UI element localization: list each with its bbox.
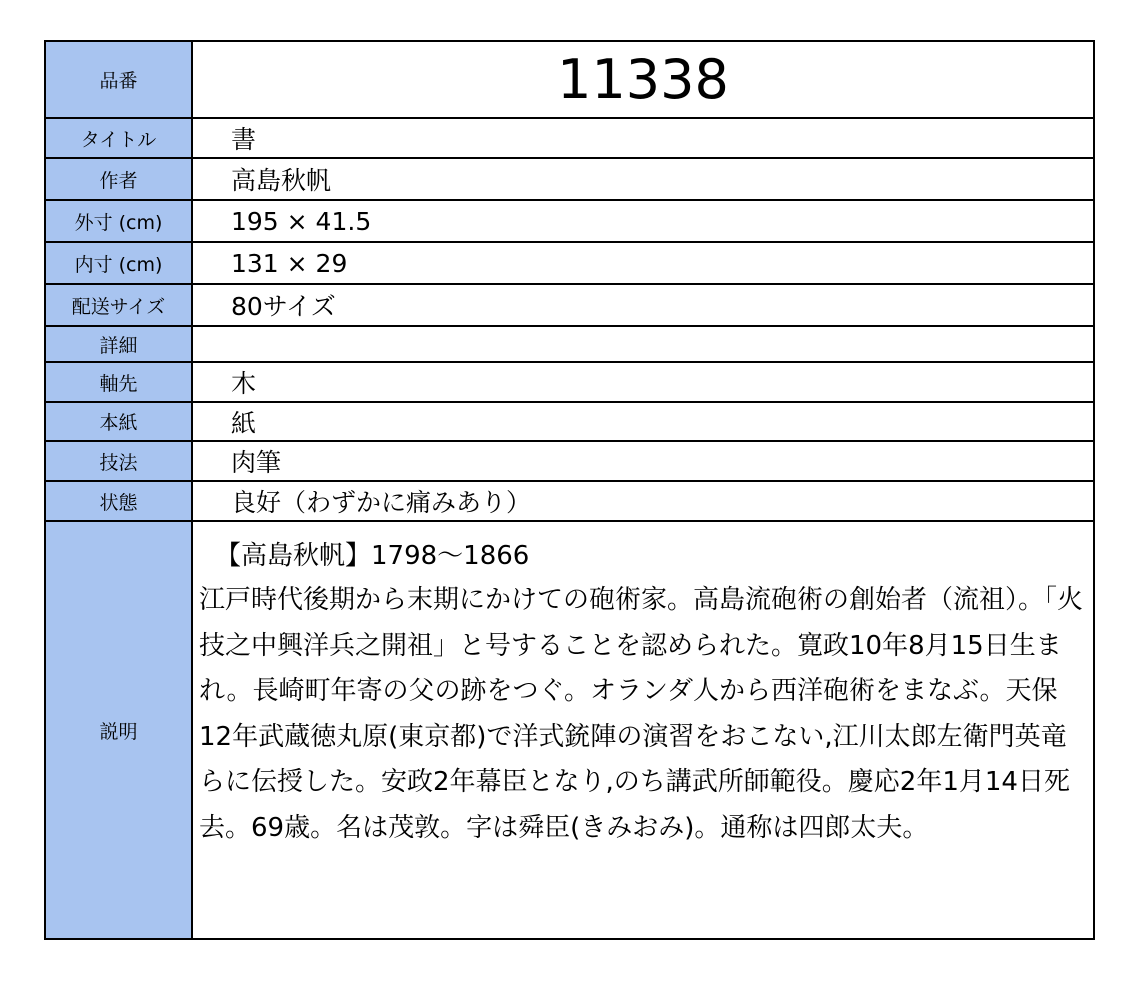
title-label: タイトル bbox=[46, 119, 193, 157]
row-main-paper bbox=[46, 403, 1093, 442]
details-value bbox=[193, 327, 1093, 361]
row-roller-ends bbox=[46, 363, 1093, 403]
row-description bbox=[46, 522, 1093, 938]
title-value: 書 bbox=[231, 125, 257, 154]
details-label: 詳細 bbox=[46, 327, 193, 361]
description-body: 江戸時代後期から末期にかけての砲術家。高島流砲術の創始者（流祖）。「火技之中興洋兵之開祖」と号することを認められた。寛政10年8月15日生まれ。長崎町年寄の父の跡をつぐ。オランダ人から西洋砲術をまなぶ。天保12年武蔵徳丸原(東京都)で洋式銃陣の演習をおこない,江川太郎左衛門英竜らに伝授した。安政2年幕臣となり,のち講武所師範役。慶応2年1月14日死去。69歳。名は茂敦。字は舜臣(きみおみ)。通称は四郎太夫。 bbox=[199, 585, 1084, 843]
row-shipping-size bbox=[46, 285, 1093, 327]
description-label: 説明 bbox=[46, 522, 193, 938]
inner-size-label: 内寸 (cm) bbox=[46, 243, 193, 283]
row-outer-size bbox=[46, 201, 1093, 243]
author-value: 高島秋帆 bbox=[231, 166, 332, 195]
description-text bbox=[193, 522, 1093, 938]
roller-ends-label: 軸先 bbox=[46, 363, 193, 401]
row-title bbox=[46, 119, 1093, 159]
product-number-value: 11338 bbox=[557, 48, 729, 111]
row-details bbox=[46, 327, 1093, 363]
condition-label: 状態 bbox=[46, 482, 193, 520]
row-inner-size bbox=[46, 243, 1093, 285]
description-heading: 【高島秋帆】1798〜1866 bbox=[215, 541, 530, 571]
technique-value: 肉筆 bbox=[231, 448, 282, 477]
main-paper-label: 本紙 bbox=[46, 403, 193, 440]
product-info-table bbox=[44, 40, 1095, 940]
row-technique bbox=[46, 442, 1093, 482]
outer-size-value: 195 × 41.5 bbox=[231, 206, 372, 236]
row-author bbox=[46, 159, 1093, 201]
technique-label: 技法 bbox=[46, 442, 193, 480]
product-number-label: 品番 bbox=[46, 42, 193, 117]
outer-size-label: 外寸 (cm) bbox=[46, 201, 193, 241]
author-label: 作者 bbox=[46, 159, 193, 199]
roller-ends-value: 木 bbox=[231, 369, 257, 398]
row-product-number bbox=[46, 42, 1093, 119]
inner-size-value: 131 × 29 bbox=[231, 248, 348, 278]
condition-value: 良好（わずかに痛みあり） bbox=[231, 488, 532, 517]
shipping-size-value: 80サイズ bbox=[231, 292, 336, 321]
row-condition bbox=[46, 482, 1093, 522]
shipping-size-label: 配送サイズ bbox=[46, 285, 193, 325]
main-paper-value: 紙 bbox=[231, 408, 257, 438]
